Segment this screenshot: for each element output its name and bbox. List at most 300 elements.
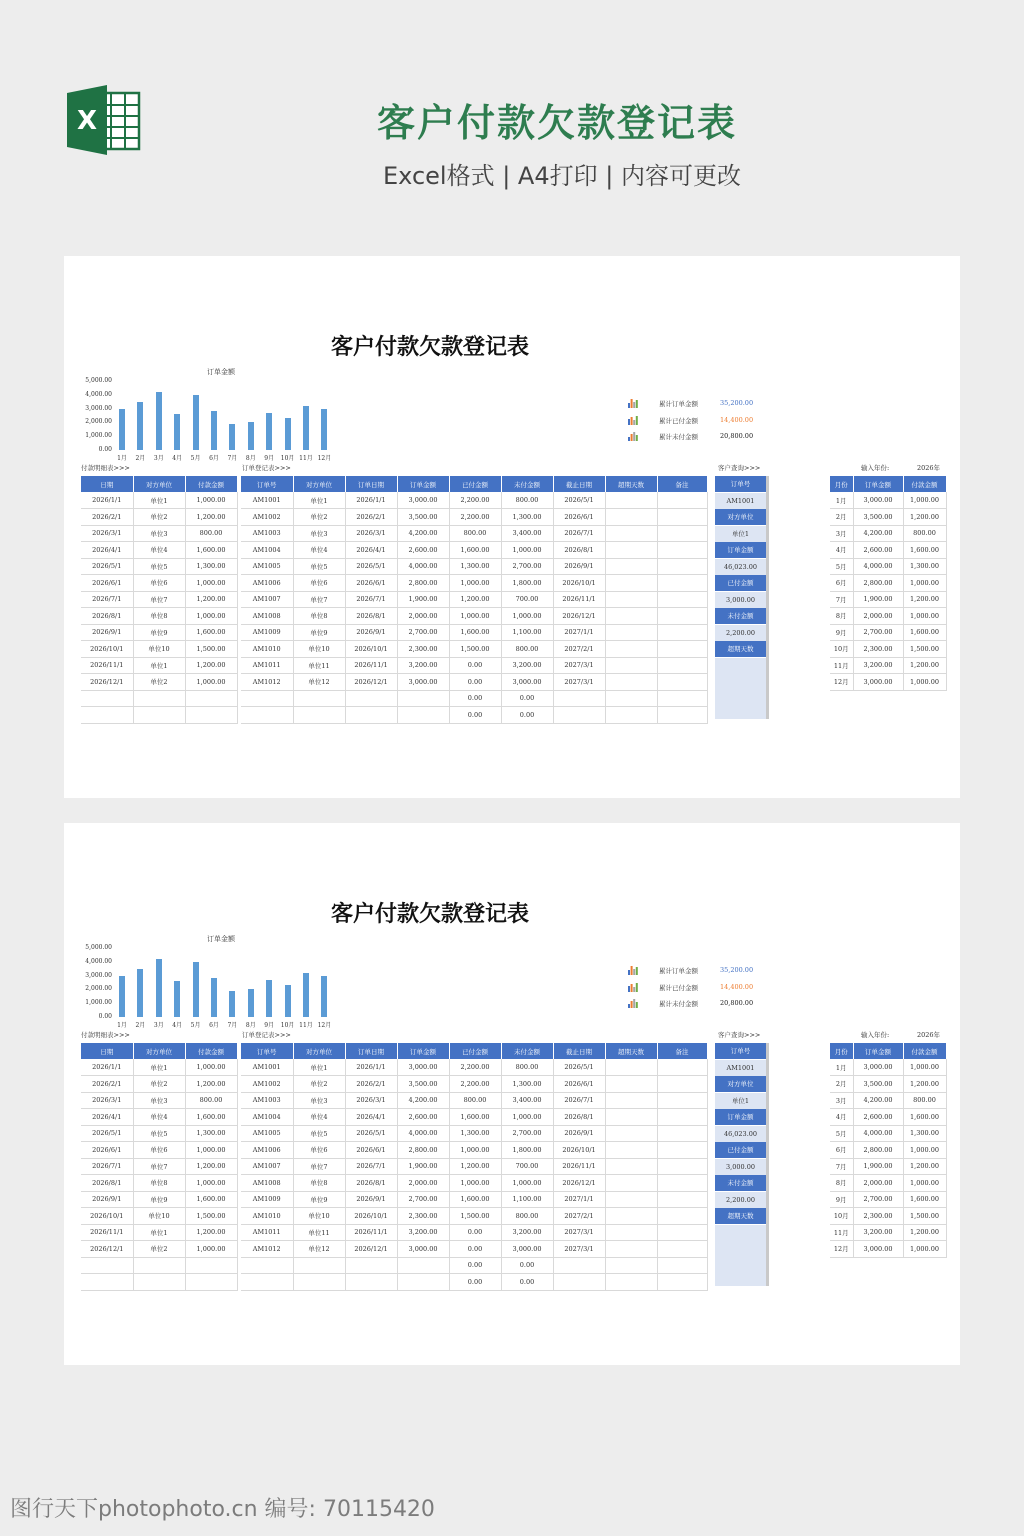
table-cell[interactable]: 2027/3/1 [553, 1241, 605, 1258]
table-cell[interactable]: 2026/8/1 [553, 1109, 605, 1126]
table-cell[interactable]: 4,000.00 [397, 1125, 449, 1142]
table-cell[interactable]: 4,200.00 [397, 1092, 449, 1109]
table-cell[interactable] [657, 674, 707, 691]
table-cell[interactable]: 2026/3/1 [81, 525, 133, 542]
table-cell[interactable]: 2026/1/1 [345, 492, 397, 509]
table-cell[interactable]: 1,000.00 [903, 492, 946, 509]
table-cell[interactable]: 2,600.00 [853, 1109, 903, 1126]
table-cell[interactable]: 单位1 [293, 492, 345, 509]
table-cell[interactable]: 2026/5/1 [81, 1125, 133, 1142]
table-cell[interactable]: 2026/9/1 [553, 558, 605, 575]
column-header[interactable]: 未付金额 [501, 1043, 553, 1059]
table-cell[interactable] [605, 707, 657, 724]
table-cell[interactable]: 0.00 [449, 1274, 501, 1291]
table-cell[interactable]: 1,600.00 [449, 1109, 501, 1126]
table-cell[interactable]: AM1005 [241, 558, 293, 575]
table-cell[interactable]: 1,200.00 [449, 1158, 501, 1175]
query-field-value[interactable]: 46,023.00 [715, 559, 766, 576]
table-cell[interactable]: 2026/9/1 [81, 1191, 133, 1208]
table-cell[interactable]: 2027/2/1 [553, 641, 605, 658]
table-cell[interactable]: AM1004 [241, 542, 293, 559]
table-cell[interactable]: 3,000.00 [501, 674, 553, 691]
table-cell[interactable] [605, 1125, 657, 1142]
table-cell[interactable]: 2026/1/1 [81, 1059, 133, 1076]
table-cell[interactable]: 4月 [830, 1109, 853, 1126]
table-cell[interactable]: 单位9 [133, 624, 185, 641]
table-cell[interactable]: 10月 [830, 1208, 853, 1225]
table-cell[interactable] [293, 707, 345, 724]
table-cell[interactable]: 单位7 [133, 591, 185, 608]
table-cell[interactable]: 1,500.00 [903, 1208, 946, 1225]
table-cell[interactable]: 8月 [830, 1175, 853, 1192]
table-cell[interactable]: 1,200.00 [903, 657, 946, 674]
table-cell[interactable]: 4,000.00 [853, 558, 903, 575]
table-cell[interactable]: 1,600.00 [449, 624, 501, 641]
table-cell[interactable]: 3,000.00 [397, 1059, 449, 1076]
table-cell[interactable]: 1,500.00 [449, 641, 501, 658]
table-cell[interactable]: 2027/3/1 [553, 1224, 605, 1241]
column-header[interactable]: 订单日期 [345, 1043, 397, 1059]
column-header[interactable]: 已付金额 [449, 476, 501, 492]
table-cell[interactable] [241, 1274, 293, 1291]
table-cell[interactable]: 2月 [830, 509, 853, 526]
table-cell[interactable]: AM1012 [241, 1241, 293, 1258]
query-field-value[interactable]: 46,023.00 [715, 1126, 766, 1143]
table-cell[interactable]: 8月 [830, 608, 853, 625]
table-cell[interactable]: 单位7 [293, 1158, 345, 1175]
table-cell[interactable] [133, 690, 185, 707]
table-cell[interactable]: 2026/12/1 [81, 674, 133, 691]
table-cell[interactable]: 1,800.00 [501, 1142, 553, 1159]
table-cell[interactable]: 1,600.00 [449, 542, 501, 559]
table-cell[interactable]: 9月 [830, 1191, 853, 1208]
table-cell[interactable]: 11月 [830, 1224, 853, 1241]
table-cell[interactable]: 单位12 [293, 1241, 345, 1258]
table-cell[interactable] [657, 1224, 707, 1241]
table-cell[interactable] [657, 1109, 707, 1126]
table-cell[interactable] [657, 1274, 707, 1291]
table-cell[interactable] [605, 558, 657, 575]
table-cell[interactable] [605, 1076, 657, 1093]
table-cell[interactable]: 2026/1/1 [345, 1059, 397, 1076]
column-header[interactable]: 付款金额 [185, 1043, 237, 1059]
table-cell[interactable] [657, 542, 707, 559]
table-cell[interactable] [605, 641, 657, 658]
table-cell[interactable]: 1,600.00 [185, 1191, 237, 1208]
table-cell[interactable]: 2026/6/1 [553, 1076, 605, 1093]
table-cell[interactable]: AM1006 [241, 1142, 293, 1159]
table-cell[interactable]: 1,600.00 [903, 1109, 946, 1126]
table-cell[interactable] [185, 1257, 237, 1274]
table-cell[interactable]: 1,200.00 [903, 1076, 946, 1093]
table-cell[interactable]: 4,000.00 [397, 558, 449, 575]
query-field-value[interactable]: AM1001 [715, 1060, 766, 1077]
query-field-value[interactable]: AM1001 [715, 493, 766, 510]
table-cell[interactable]: 2026/2/1 [345, 509, 397, 526]
table-cell[interactable] [293, 690, 345, 707]
table-cell[interactable]: 单位2 [133, 1241, 185, 1258]
table-cell[interactable]: 3,000.00 [853, 1059, 903, 1076]
table-cell[interactable]: 2026/7/1 [81, 1158, 133, 1175]
table-cell[interactable]: 800.00 [903, 1092, 946, 1109]
table-cell[interactable]: AM1003 [241, 1092, 293, 1109]
table-cell[interactable] [605, 1224, 657, 1241]
table-cell[interactable]: 6月 [830, 575, 853, 592]
table-cell[interactable]: AM1012 [241, 674, 293, 691]
table-cell[interactable] [133, 1257, 185, 1274]
table-cell[interactable]: 4,000.00 [853, 1125, 903, 1142]
table-cell[interactable]: 1,000.00 [449, 575, 501, 592]
table-cell[interactable]: AM1009 [241, 1191, 293, 1208]
column-header[interactable]: 订单号 [241, 476, 293, 492]
table-cell[interactable]: 2026/4/1 [345, 1109, 397, 1126]
query-field-value[interactable]: 3,000.00 [715, 1159, 766, 1176]
table-cell[interactable]: 7月 [830, 1158, 853, 1175]
table-cell[interactable]: 1,000.00 [449, 1142, 501, 1159]
table-cell[interactable] [605, 608, 657, 625]
table-cell[interactable]: 1月 [830, 1059, 853, 1076]
column-header[interactable]: 订单金额 [397, 1043, 449, 1059]
table-cell[interactable]: 0.00 [449, 690, 501, 707]
table-cell[interactable]: 单位7 [293, 591, 345, 608]
table-cell[interactable]: 2026/7/1 [553, 525, 605, 542]
table-cell[interactable]: 2026/12/1 [553, 1175, 605, 1192]
table-cell[interactable]: 单位3 [133, 1092, 185, 1109]
table-cell[interactable] [605, 509, 657, 526]
table-cell[interactable]: 4,200.00 [397, 525, 449, 542]
column-header[interactable]: 月份 [830, 1043, 853, 1059]
table-cell[interactable]: 800.00 [903, 525, 946, 542]
table-cell[interactable]: 1,300.00 [449, 1125, 501, 1142]
table-cell[interactable] [605, 657, 657, 674]
table-cell[interactable]: 1,000.00 [903, 1059, 946, 1076]
table-cell[interactable]: 2026/2/1 [345, 1076, 397, 1093]
table-cell[interactable]: 3,000.00 [397, 492, 449, 509]
table-cell[interactable]: 2,800.00 [397, 575, 449, 592]
table-cell[interactable] [397, 690, 449, 707]
table-cell[interactable]: 3,500.00 [397, 509, 449, 526]
table-cell[interactable] [241, 690, 293, 707]
table-cell[interactable]: 1,900.00 [853, 1158, 903, 1175]
table-cell[interactable] [605, 1274, 657, 1291]
table-cell[interactable] [345, 1257, 397, 1274]
table-cell[interactable]: 单位4 [133, 542, 185, 559]
table-cell[interactable]: 1,500.00 [449, 1208, 501, 1225]
table-cell[interactable]: 1,000.00 [501, 1175, 553, 1192]
table-cell[interactable]: 10月 [830, 641, 853, 658]
table-cell[interactable]: 800.00 [501, 492, 553, 509]
table-cell[interactable]: 800.00 [501, 641, 553, 658]
table-cell[interactable]: 800.00 [449, 1092, 501, 1109]
table-cell[interactable]: 2026/10/1 [553, 575, 605, 592]
table-cell[interactable] [657, 641, 707, 658]
table-cell[interactable]: 2026/6/1 [81, 575, 133, 592]
table-cell[interactable] [605, 492, 657, 509]
table-cell[interactable]: 单位12 [293, 674, 345, 691]
column-header[interactable]: 订单日期 [345, 476, 397, 492]
table-cell[interactable]: 1,000.00 [185, 1175, 237, 1192]
table-cell[interactable]: 1,000.00 [903, 1241, 946, 1258]
table-cell[interactable]: 单位11 [293, 1224, 345, 1241]
table-cell[interactable]: 3,200.00 [397, 657, 449, 674]
table-cell[interactable]: 单位5 [293, 1125, 345, 1142]
table-cell[interactable]: 单位6 [293, 575, 345, 592]
column-header[interactable]: 超期天数 [605, 476, 657, 492]
table-cell[interactable] [241, 1257, 293, 1274]
table-cell[interactable]: 2026/11/1 [345, 1224, 397, 1241]
table-cell[interactable] [605, 1059, 657, 1076]
table-cell[interactable]: 1,000.00 [185, 575, 237, 592]
table-cell[interactable] [657, 1175, 707, 1192]
table-cell[interactable] [605, 1191, 657, 1208]
table-cell[interactable]: 1,500.00 [903, 641, 946, 658]
column-header[interactable]: 对方单位 [293, 476, 345, 492]
table-cell[interactable]: 0.00 [501, 1257, 553, 1274]
table-cell[interactable] [657, 690, 707, 707]
table-cell[interactable]: 2,700.00 [397, 1191, 449, 1208]
table-cell[interactable]: 2,600.00 [397, 542, 449, 559]
table-cell[interactable] [605, 1208, 657, 1225]
table-cell[interactable]: AM1002 [241, 1076, 293, 1093]
table-cell[interactable]: 1,200.00 [449, 591, 501, 608]
table-cell[interactable]: AM1007 [241, 591, 293, 608]
table-cell[interactable]: AM1001 [241, 492, 293, 509]
table-cell[interactable]: 1,300.00 [185, 558, 237, 575]
table-cell[interactable]: AM1001 [241, 1059, 293, 1076]
table-cell[interactable]: 1,000.00 [903, 1142, 946, 1159]
table-cell[interactable]: 1,300.00 [903, 1125, 946, 1142]
table-cell[interactable]: 2,000.00 [853, 608, 903, 625]
table-cell[interactable]: 2026/5/1 [553, 1059, 605, 1076]
table-cell[interactable]: AM1009 [241, 624, 293, 641]
table-cell[interactable] [345, 1274, 397, 1291]
table-cell[interactable]: 2026/11/1 [81, 1224, 133, 1241]
table-cell[interactable] [657, 1257, 707, 1274]
table-cell[interactable]: 1,300.00 [185, 1125, 237, 1142]
table-cell[interactable]: 单位6 [133, 1142, 185, 1159]
table-cell[interactable] [605, 1142, 657, 1159]
table-cell[interactable] [657, 509, 707, 526]
table-cell[interactable]: 2,700.00 [853, 624, 903, 641]
table-cell[interactable]: 6月 [830, 1142, 853, 1159]
table-cell[interactable]: 2026/12/1 [345, 1241, 397, 1258]
table-cell[interactable]: 3,400.00 [501, 525, 553, 542]
column-header[interactable]: 截止日期 [553, 476, 605, 492]
table-cell[interactable]: 2026/12/1 [81, 1241, 133, 1258]
table-cell[interactable]: 2026/11/1 [553, 1158, 605, 1175]
table-cell[interactable] [605, 1158, 657, 1175]
table-cell[interactable]: 1,500.00 [185, 1208, 237, 1225]
table-cell[interactable]: AM1008 [241, 608, 293, 625]
table-cell[interactable]: 单位2 [133, 509, 185, 526]
table-cell[interactable] [657, 1142, 707, 1159]
table-cell[interactable] [657, 608, 707, 625]
table-cell[interactable]: 单位10 [133, 1208, 185, 1225]
table-cell[interactable]: 1,200.00 [185, 509, 237, 526]
table-cell[interactable]: 单位8 [293, 608, 345, 625]
table-cell[interactable]: 单位10 [293, 1208, 345, 1225]
table-cell[interactable]: 1,000.00 [185, 492, 237, 509]
table-cell[interactable]: 1,600.00 [903, 542, 946, 559]
table-cell[interactable]: 2026/6/1 [553, 509, 605, 526]
table-cell[interactable] [657, 657, 707, 674]
table-cell[interactable]: 2026/9/1 [345, 624, 397, 641]
table-cell[interactable]: 3,200.00 [501, 1224, 553, 1241]
table-cell[interactable]: AM1006 [241, 575, 293, 592]
table-cell[interactable] [657, 1059, 707, 1076]
column-header[interactable]: 未付金额 [501, 476, 553, 492]
table-cell[interactable]: 1,300.00 [903, 558, 946, 575]
table-cell[interactable]: 单位4 [293, 1109, 345, 1126]
table-cell[interactable] [657, 1125, 707, 1142]
table-cell[interactable]: AM1011 [241, 1224, 293, 1241]
table-cell[interactable]: 2026/7/1 [553, 1092, 605, 1109]
table-cell[interactable]: 3,200.00 [501, 657, 553, 674]
table-cell[interactable]: 2,800.00 [397, 1142, 449, 1159]
table-cell[interactable]: 3,500.00 [397, 1076, 449, 1093]
table-cell[interactable]: 2026/5/1 [553, 492, 605, 509]
table-cell[interactable]: 2026/4/1 [81, 1109, 133, 1126]
table-cell[interactable]: 2026/2/1 [81, 1076, 133, 1093]
table-cell[interactable] [605, 525, 657, 542]
table-cell[interactable]: 2,300.00 [397, 641, 449, 658]
table-cell[interactable] [81, 1274, 133, 1291]
table-cell[interactable]: 单位3 [133, 525, 185, 542]
table-cell[interactable]: 2027/1/1 [553, 1191, 605, 1208]
table-cell[interactable]: 单位1 [133, 657, 185, 674]
table-cell[interactable]: 2,700.00 [501, 1125, 553, 1142]
table-cell[interactable]: AM1002 [241, 509, 293, 526]
table-cell[interactable]: 单位9 [293, 1191, 345, 1208]
table-cell[interactable]: 单位1 [133, 1059, 185, 1076]
table-cell[interactable] [553, 1257, 605, 1274]
table-cell[interactable]: 2026/8/1 [345, 1175, 397, 1192]
table-cell[interactable]: 1,000.00 [903, 1175, 946, 1192]
table-cell[interactable] [657, 525, 707, 542]
table-cell[interactable]: 2,700.00 [853, 1191, 903, 1208]
table-cell[interactable] [553, 1274, 605, 1291]
table-cell[interactable]: 1,000.00 [185, 1059, 237, 1076]
table-cell[interactable] [241, 707, 293, 724]
table-cell[interactable]: 2,300.00 [853, 641, 903, 658]
table-cell[interactable]: 2026/4/1 [345, 542, 397, 559]
table-cell[interactable]: 2026/6/1 [345, 575, 397, 592]
table-cell[interactable]: 2,000.00 [397, 1175, 449, 1192]
table-cell[interactable] [605, 1109, 657, 1126]
table-cell[interactable] [657, 1092, 707, 1109]
table-cell[interactable]: 1,200.00 [185, 657, 237, 674]
table-cell[interactable]: 9月 [830, 624, 853, 641]
table-cell[interactable]: 2,600.00 [853, 542, 903, 559]
table-cell[interactable]: 2026/5/1 [345, 558, 397, 575]
table-cell[interactable]: 2026/11/1 [345, 657, 397, 674]
column-header[interactable]: 备注 [657, 1043, 707, 1059]
table-cell[interactable]: 3,000.00 [501, 1241, 553, 1258]
table-cell[interactable]: 0.00 [449, 1241, 501, 1258]
table-cell[interactable]: 2026/9/1 [345, 1191, 397, 1208]
table-cell[interactable]: 单位9 [293, 624, 345, 641]
table-cell[interactable]: 单位6 [293, 1142, 345, 1159]
table-cell[interactable] [345, 690, 397, 707]
table-cell[interactable]: 12月 [830, 1241, 853, 1258]
table-cell[interactable] [185, 690, 237, 707]
table-cell[interactable]: 1,000.00 [903, 608, 946, 625]
table-cell[interactable]: 1,200.00 [185, 1158, 237, 1175]
table-cell[interactable]: 2,000.00 [397, 608, 449, 625]
table-cell[interactable]: 1,000.00 [449, 608, 501, 625]
table-cell[interactable]: 1,000.00 [501, 608, 553, 625]
table-cell[interactable]: 0.00 [449, 1257, 501, 1274]
table-cell[interactable]: 2026/8/1 [553, 542, 605, 559]
table-cell[interactable]: AM1003 [241, 525, 293, 542]
table-cell[interactable]: 2,700.00 [501, 558, 553, 575]
column-header[interactable]: 月份 [830, 476, 853, 492]
table-cell[interactable] [293, 1274, 345, 1291]
table-cell[interactable]: 2026/12/1 [345, 674, 397, 691]
table-cell[interactable]: 3,000.00 [853, 674, 903, 691]
table-cell[interactable]: 1,900.00 [397, 1158, 449, 1175]
year-input-value[interactable]: 2026年 [917, 464, 941, 472]
table-cell[interactable] [605, 1175, 657, 1192]
query-field-value[interactable]: 单位1 [715, 1093, 766, 1110]
table-cell[interactable]: 5月 [830, 558, 853, 575]
table-cell[interactable] [605, 591, 657, 608]
table-cell[interactable]: 2月 [830, 1076, 853, 1093]
table-cell[interactable]: 2026/7/1 [345, 591, 397, 608]
table-cell[interactable]: 3,000.00 [397, 674, 449, 691]
table-cell[interactable]: 单位10 [293, 641, 345, 658]
table-cell[interactable]: 4月 [830, 542, 853, 559]
table-cell[interactable] [605, 1257, 657, 1274]
table-cell[interactable]: 0.00 [449, 1224, 501, 1241]
table-cell[interactable]: 3月 [830, 525, 853, 542]
table-cell[interactable]: 单位11 [293, 657, 345, 674]
table-cell[interactable] [185, 707, 237, 724]
table-cell[interactable]: 2026/11/1 [553, 591, 605, 608]
table-cell[interactable] [657, 558, 707, 575]
table-cell[interactable]: 1,900.00 [397, 591, 449, 608]
table-cell[interactable] [657, 575, 707, 592]
column-header[interactable]: 日期 [81, 476, 133, 492]
table-cell[interactable]: 单位3 [293, 1092, 345, 1109]
column-header[interactable]: 超期天数 [605, 1043, 657, 1059]
table-cell[interactable]: 4,200.00 [853, 1092, 903, 1109]
year-input-value[interactable]: 2026年 [917, 1031, 941, 1039]
table-cell[interactable]: 单位8 [133, 1175, 185, 1192]
table-cell[interactable]: 2026/10/1 [81, 1208, 133, 1225]
column-header[interactable]: 备注 [657, 476, 707, 492]
table-cell[interactable]: 单位4 [133, 1109, 185, 1126]
column-header[interactable]: 订单金额 [397, 476, 449, 492]
table-cell[interactable]: AM1005 [241, 1125, 293, 1142]
table-cell[interactable]: 2026/7/1 [81, 591, 133, 608]
table-cell[interactable]: 单位5 [133, 558, 185, 575]
table-cell[interactable]: 单位1 [293, 1059, 345, 1076]
table-cell[interactable]: 1,200.00 [903, 591, 946, 608]
column-header[interactable]: 已付金额 [449, 1043, 501, 1059]
table-cell[interactable]: AM1011 [241, 657, 293, 674]
table-cell[interactable]: 1,200.00 [185, 591, 237, 608]
table-cell[interactable]: 2026/9/1 [553, 1125, 605, 1142]
table-cell[interactable]: 2,300.00 [397, 1208, 449, 1225]
table-cell[interactable]: AM1007 [241, 1158, 293, 1175]
table-cell[interactable] [553, 690, 605, 707]
table-cell[interactable]: 2026/5/1 [81, 558, 133, 575]
table-cell[interactable]: 1,900.00 [853, 591, 903, 608]
table-cell[interactable]: 2026/3/1 [345, 1092, 397, 1109]
table-cell[interactable]: 1,600.00 [903, 624, 946, 641]
table-cell[interactable]: AM1010 [241, 1208, 293, 1225]
